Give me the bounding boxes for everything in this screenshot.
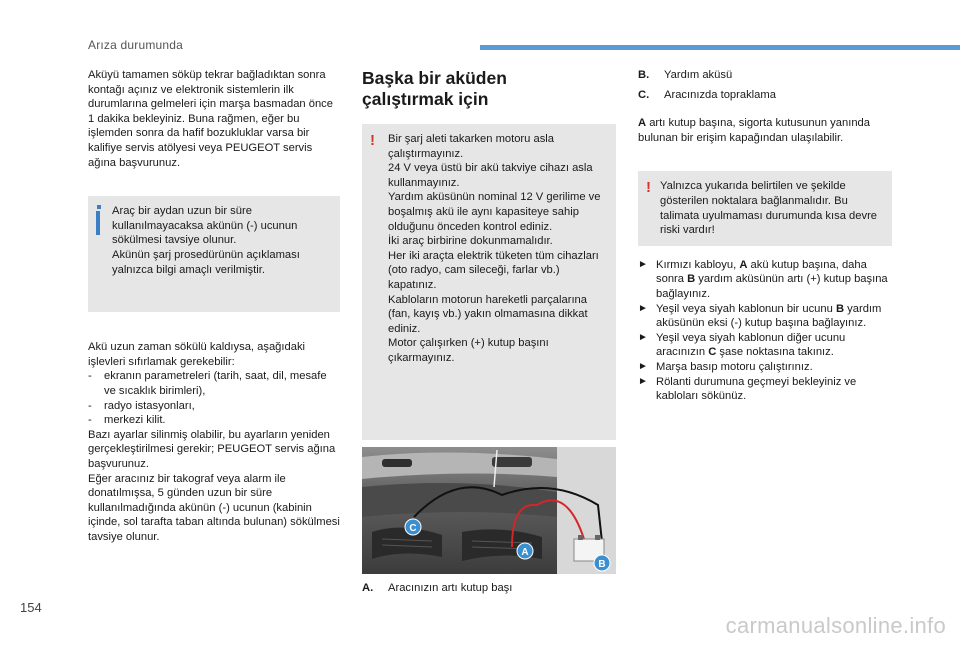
warn-line: Yardım aküsünün nominal 12 V gerilime ve boşalmış akü ile aynı kapasiteye sahip olduğunu önceden kontrol ediniz. [388,191,601,233]
info-line-1: Araç bir aydan uzun bir süre kullanılmayacaksa akünün (-) ucunun sökülmesi tavsiye olunur. [112,205,298,247]
list-item: ► Yeşil veya siyah kablonun bir ucunu B yardım aküsünün eksi (-) kutup başına bağlayınız. [638,302,882,330]
section-title: Arıza durumunda [88,38,184,52]
watermark: carmanualsonline.info [725,613,946,638]
reset-list [88,369,340,427]
arrow-icon: ► [638,375,648,387]
warning-box [638,171,892,245]
column-left [88,68,340,544]
legend-key: C. [638,88,650,101]
warn-line: İki araç birbirine dokunmamalıdır. [388,235,553,248]
header-accent-bar [480,45,960,50]
list-item: ► Rölanti durumuna geçmeyi bekleyiniz ve kabloları sökünüz. [638,375,857,403]
warning-icon: ! [370,132,375,149]
warning-box [362,124,616,440]
warn-line: 24 V veya üstü bir akü takviye cihazı asla kullanmayınız. [388,162,593,189]
list-item: ► Marşa basıp motoru çalıştırınız. [638,360,813,373]
photo-label-a: A [521,547,529,558]
page-number: 154 [20,600,42,615]
intro-paragraph: Aküyü tamamen söküp tekrar bağladıktan sonra kontağı açınız ve elektronik sistemlerin ilk durumlarına gelmeleri için marşa basmadan önce 1 dakika bekleyiniz. Buna rağmen, eğer bu işlemden sonra da hafif bozukluklar varsa bir kalifiye servis atölyesi veya PEUGEOT servis ağına başvurunuz. [88,69,333,169]
arrow-icon: ► [638,302,648,314]
arrow-icon: ► [638,258,648,270]
reset-paragraph: Akü uzun zaman sökülü kaldıysa, aşağıdaki işlevleri sıfırlamak gerekebilir: [88,341,306,368]
settings-paragraph: Bazı ayarlar silinmiş olabilir, bu ayarların yeniden gerçekleştirilmesi gerekir; PEUGEOT servis ağına başvurunuz. [88,428,336,470]
info-box [88,196,340,312]
legend-text: Yardım aküsü [664,69,733,81]
warning-icon: ! [646,179,651,197]
list-item: ► Kırmızı kabloyu, A akü kutup başına, daha sonra B yardım aküsünün artı (+) kutup başına bağlayınız. [638,258,888,300]
info-line-2: Akünün şarj prosedürünün açıklaması yalnızca bilgi amaçlı verilmiştir. [112,248,300,276]
heading-line-1: Başka bir aküden [362,68,507,88]
arrow-icon: ► [638,331,648,343]
photo-label-b: B [598,559,606,570]
warn-line: Bir şarj aleti takarken motoru asla çalıştırmayınız. [388,133,555,160]
column-right [638,68,892,404]
photo-label-c: C [409,523,417,534]
list-item: - ekranın parametreleri (tarih, saat, dil, mesafe ve sıcaklık birimleri), [88,369,340,398]
warn-line: Motor çalışırken (+) kutup başını çıkarmayınız. [388,337,549,364]
section-heading [362,68,616,110]
warn-line: Her iki araçta elektrik tüketen tüm cihazları (oto radyo, cam sileceği, farlar vb.) kapatınız. [388,249,599,291]
column-middle [362,68,616,440]
warn-text: Yalnızca yukarıda belirtilen ve şekilde gösterilen noktalara bağlanmalıdır. Bu talimata uyulmaması durumunda kısa devre riski vardır! [660,180,878,237]
arrow-icon: ► [638,360,648,372]
tachograph-paragraph: Eğer aracınız bir takograf veya alarm ile donatılmışsa, 5 günden uzun bir süre kullanılmadığında akünün (-) ucunun (kabinin içinde, sol tarafta taban altında bulunan) sökülmesi tavsiye olunur. [88,472,340,543]
legend-text: Aracınızda topraklama [664,88,776,101]
list-item: ► Yeşil veya siyah kablonun diğer ucunu aracınızın C şase noktasına takınız. [638,331,846,359]
photo-legend-a [362,581,616,601]
list-item: - merkezi kilit. [88,413,340,428]
legend-text: Aracınızın artı kutup başı [388,582,513,594]
legend-key: B. [638,69,650,81]
heading-line-2: çalıştırmak için [362,89,489,109]
jump-start-illustration [362,447,616,574]
info-icon [96,205,100,238]
warn-line: Kabloların motorun hareketli parçalarına (fan, kayış vb.) yakın olmamasına dikkat ediniz. [388,293,588,335]
list-item: - radyo istasyonları, [88,399,340,414]
legend-key: A. [362,582,374,594]
access-note: A artı kutup başına, sigorta kutusunun yanında bulunan bir erişim kapağından ulaşılabilir. [638,117,870,144]
steps-list [638,258,892,404]
